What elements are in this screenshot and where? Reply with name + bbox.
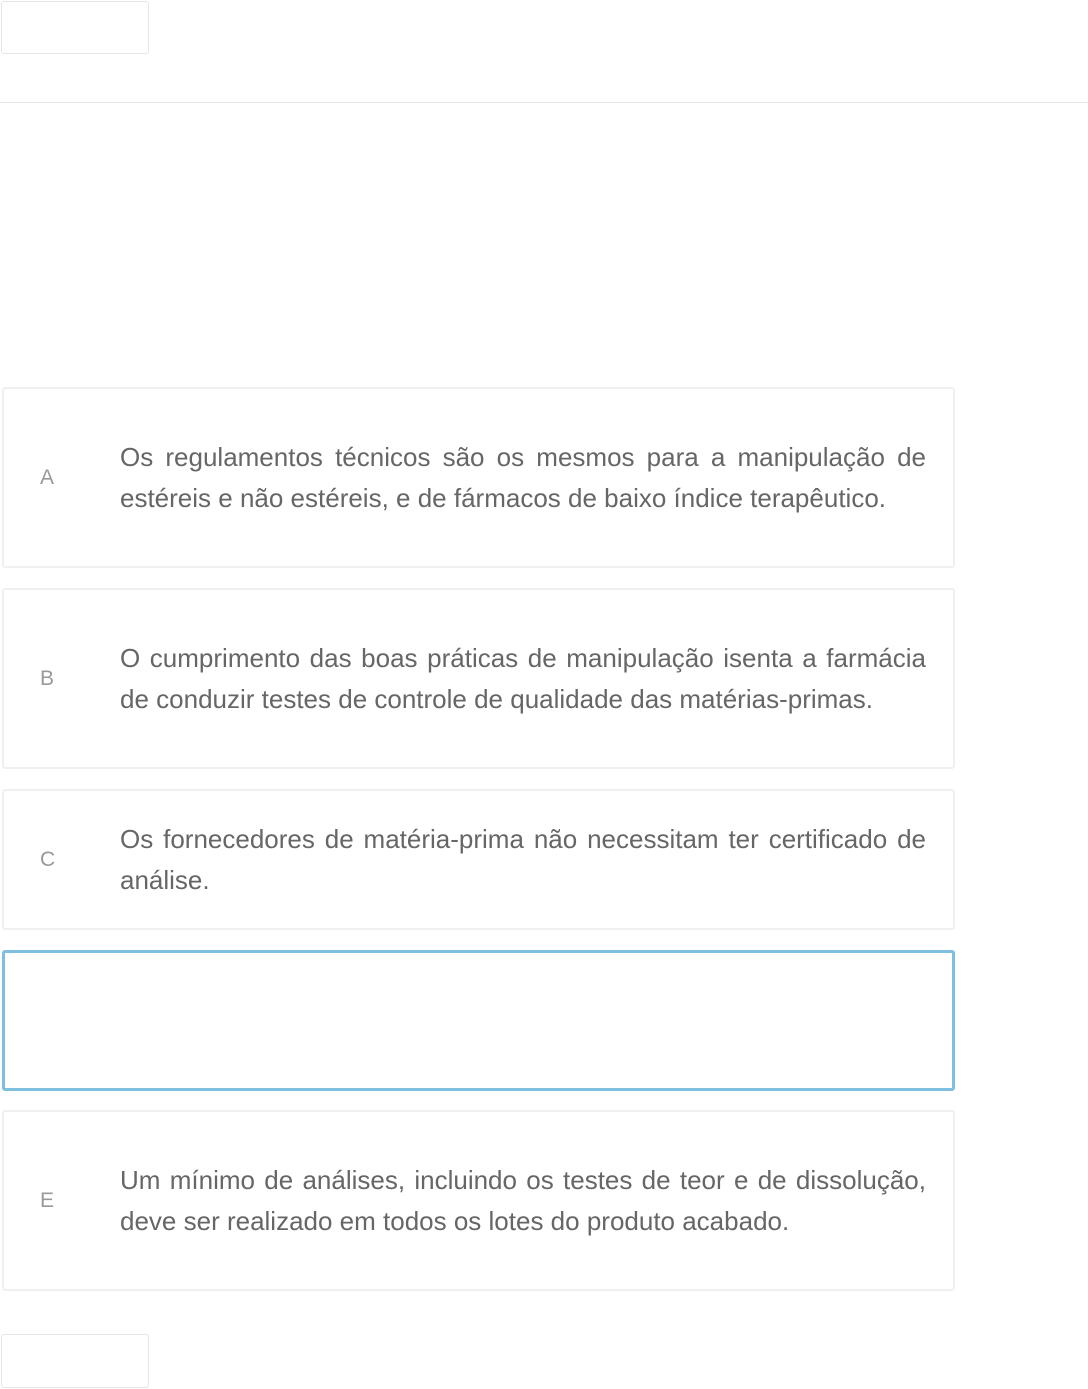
header-divider (0, 102, 1088, 103)
option-text: O cumprimento das boas práticas de manipulação isenta a farmácia de conduzir testes de controle de qualidade das matérias-primas. (120, 642, 926, 714)
option-text: Um mínimo de análises, incluindo os testes de teor e de dissolução, deve ser realizado em todos os lotes do produto acabado. (120, 1164, 926, 1236)
option-letter: C (40, 847, 56, 871)
answer-option-e[interactable] (2, 1110, 955, 1291)
option-text: Os regulamentos técnicos são os mesmos para a manipulação de estéreis e não estéreis, e de fármacos de baixo índice terapêutico. (120, 441, 926, 513)
top-nav-button[interactable] (1, 1, 149, 54)
answer-option-c[interactable] (2, 789, 955, 930)
option-letter: B (40, 666, 55, 690)
bottom-nav-button[interactable] (1, 1334, 149, 1388)
answer-option-a[interactable] (2, 387, 955, 568)
answer-option-d-selected[interactable] (2, 950, 955, 1091)
option-text: Os fornecedores de matéria-prima não necessitam ter certificado de análise. (120, 823, 926, 895)
answer-option-b[interactable] (2, 588, 955, 769)
option-letter: E (40, 1188, 55, 1212)
option-letter: A (40, 465, 55, 489)
